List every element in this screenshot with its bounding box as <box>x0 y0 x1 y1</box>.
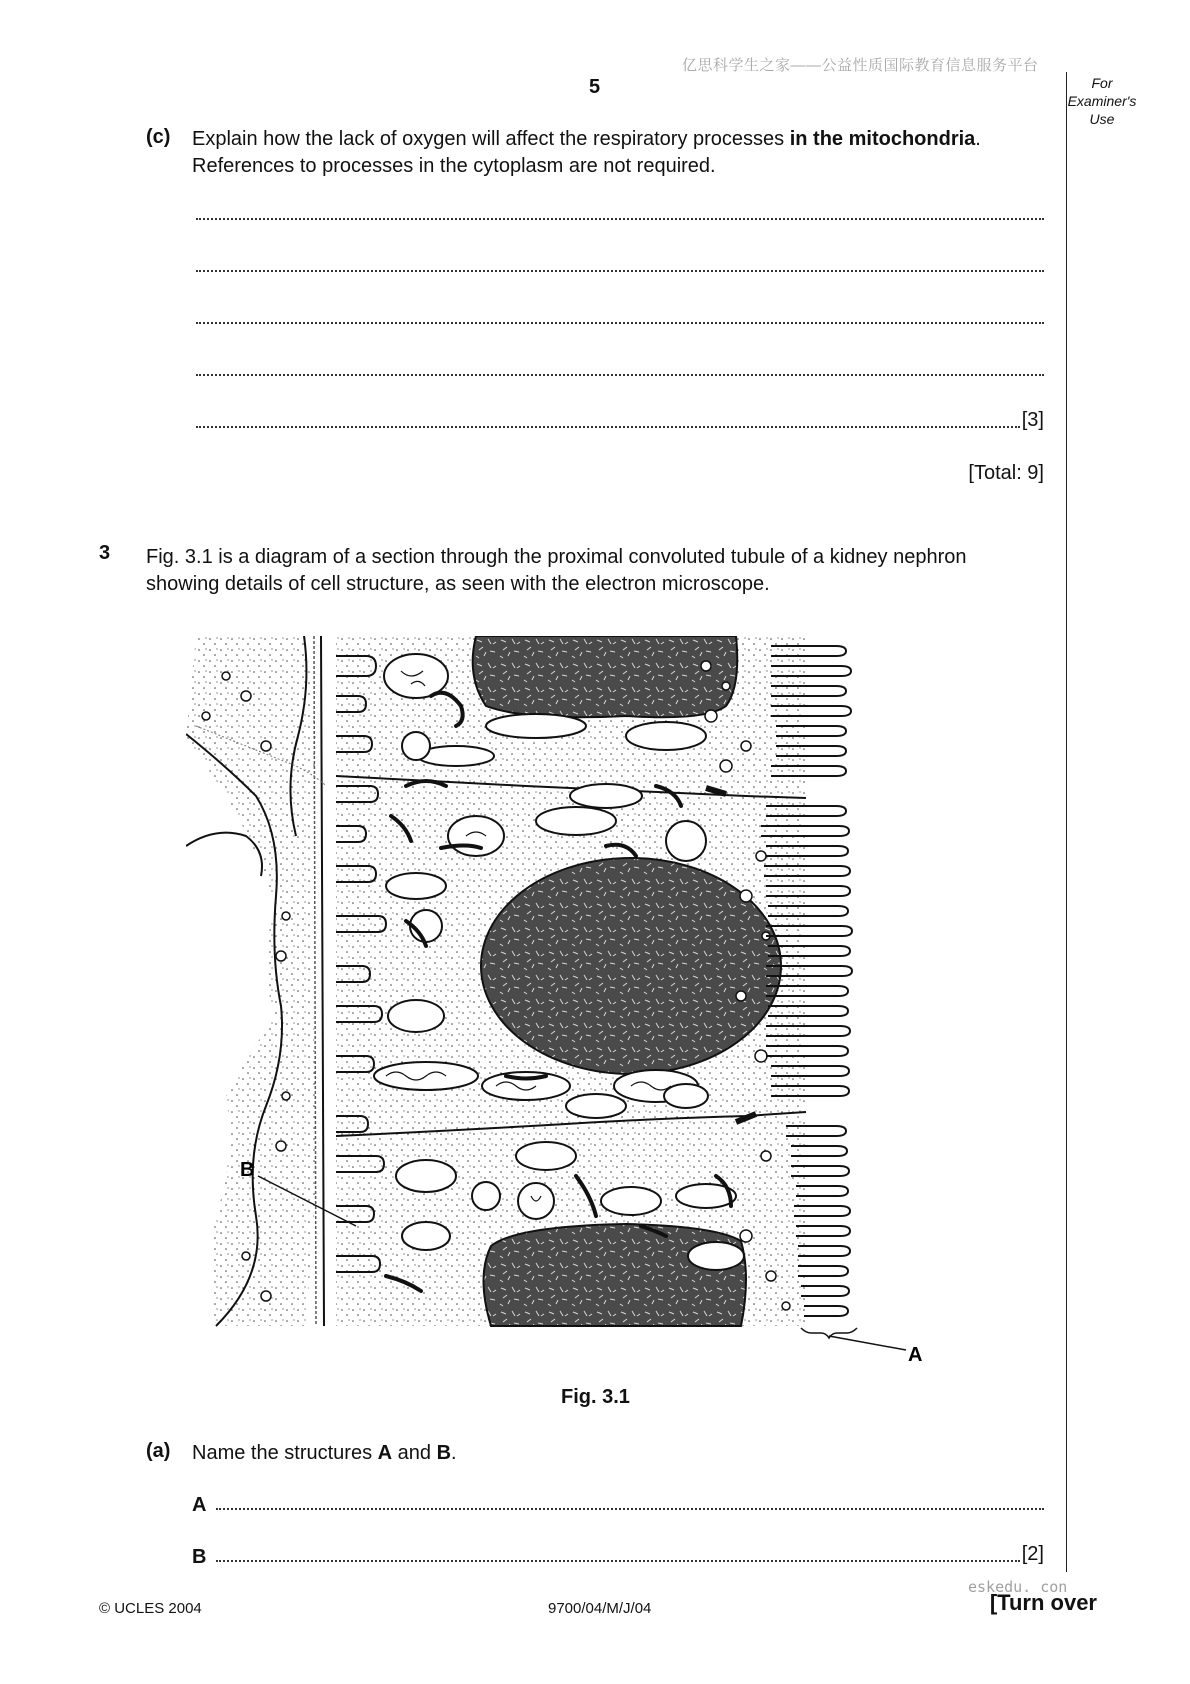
question-3-stem: Fig. 3.1 is a diagram of a section through the proximal convoluted tubule of a kidney nephron showing details of cell structure, as seen with the electron microscope. <box>146 546 967 595</box>
answer-a-label: A <box>192 1494 207 1516</box>
footer-watermark: eskedu. con <box>968 1578 1068 1596</box>
page-number: 5 <box>589 76 601 98</box>
kidney-tubule-figure <box>186 636 986 1366</box>
part-a-question: Name the structures A and B. <box>192 1442 457 1464</box>
answer-line-c5[interactable] <box>196 409 1044 432</box>
part-a-label: (a) <box>146 1440 171 1462</box>
answer-line-c1[interactable] <box>196 206 1044 224</box>
total-marks: [Total: 9] <box>968 462 1044 484</box>
copyright: © UCLES 2004 <box>99 1600 202 1617</box>
figure-caption: Fig. 3.1 <box>561 1386 630 1408</box>
examiner-margin-line <box>1066 72 1067 1572</box>
label-b: B <box>240 1159 255 1181</box>
label-a: A <box>908 1344 923 1366</box>
answer-line-c4[interactable] <box>196 362 1044 380</box>
answer-line-a[interactable] <box>216 1496 1044 1514</box>
answer-line-b[interactable] <box>216 1543 1044 1566</box>
question-3-number: 3 <box>99 542 111 564</box>
part-c-question: Explain how the lack of oxygen will affect the respiratory processes in the mitochondria. References to processes in the cytoplasm are not required. <box>192 128 981 177</box>
answer-line-c3[interactable] <box>196 310 1044 328</box>
header-watermark: 亿思科学生之家——公益性质国际教育信息服务平台 <box>682 57 1039 74</box>
paper-code: 9700/04/M/J/04 <box>548 1600 652 1617</box>
part-c-label: (c) <box>146 126 171 148</box>
answer-line-c2[interactable] <box>196 258 1044 276</box>
mark-a: [2] <box>1021 1543 1044 1565</box>
mark-c: [3] <box>1021 409 1044 431</box>
answer-b-label: B <box>192 1546 207 1568</box>
turn-over: [Turn over <box>989 1590 1097 1615</box>
examiner-margin-label: For Examiner's Use <box>1067 75 1137 127</box>
